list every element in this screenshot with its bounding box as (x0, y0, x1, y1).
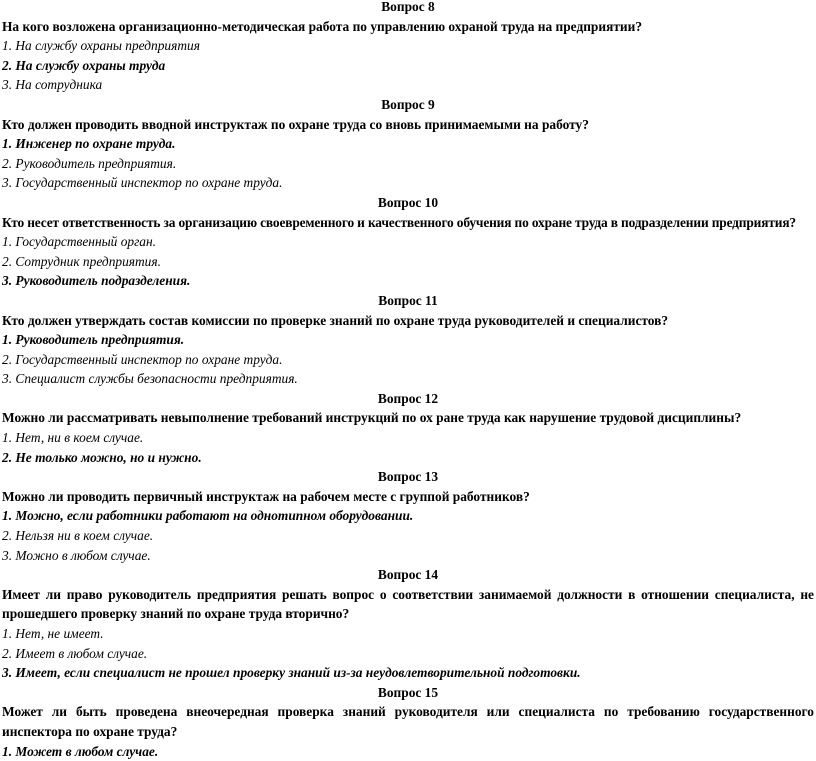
answer-option: 2. Имеет в любом случае. (2, 645, 148, 661)
question-title: Вопрос 14 (377, 567, 439, 583)
question-block (2, 467, 814, 565)
answer-option: 1. Государственный орган. (2, 234, 156, 250)
answer-option-correct: 2. На службу охраны труда (2, 57, 166, 73)
question-title: Вопрос 10 (377, 194, 439, 210)
question-block (2, 389, 814, 467)
answer-option: 2. Руководитель предприятия. (2, 155, 177, 171)
question-title: Вопрос 12 (377, 390, 439, 406)
question-text: Может ли быть проведена внеочередная проверка знаний руководителя или специалиста по требованию государственного инспектора по охране труда? (2, 704, 814, 739)
question-text: На кого возложена организационно-методическая работа по управлению охраной труда на предприятии? (2, 18, 643, 34)
answer-option: 1. На службу охраны предприятия (2, 38, 200, 54)
answer-option: 1. Нет, не имеет. (2, 626, 104, 641)
answer-option-correct: 2. Не только можно, но и нужно. (2, 449, 202, 465)
question-block (2, 95, 814, 193)
question-title: Вопрос 11 (378, 292, 438, 308)
question-text: Можно ли рассматривать невыполнение требований инструкций по ох ране труда как нарушение трудовой дисциплины? (2, 410, 742, 426)
question-title: Вопрос 9 (381, 96, 435, 112)
answer-option: 2. Нельзя ни в коем случае. (2, 528, 154, 544)
question-text: Можно ли проводить первичный инструктаж на рабочем месте с группой работников? (2, 488, 530, 504)
question-block (2, 0, 814, 95)
answer-option: 3. Государственный инспектор по охране труда. (2, 175, 283, 191)
question-text: Кто несет ответственность за организацию своевременного и качественного обучения по охране труда в подразделении предприятия? (2, 214, 796, 230)
question-title: Вопрос 13 (377, 469, 439, 485)
question-block (2, 565, 814, 683)
answer-option: 3. На сотрудника (2, 77, 103, 93)
answer-option-correct: 1. Инженер по охране труда. (2, 136, 176, 152)
answer-option-correct: 1. Можно, если работники работают на однотипном оборудовании. (2, 508, 414, 524)
document-page (2, 0, 814, 761)
question-title: Вопрос 15 (377, 684, 439, 700)
question-block (2, 291, 814, 389)
answer-option-correct: 1. Руководитель предприятия. (2, 332, 185, 348)
answer-option: 1. Нет, ни в коем случае. (2, 430, 144, 446)
question-text: Кто должен утверждать состав комиссии по проверке знаний по охране труда руководителей и специалистов? (2, 312, 669, 328)
answer-option: 2. Государственный инспектор по охране труда. (2, 351, 283, 367)
answer-option: 2. Сотрудник предприятия. (2, 253, 161, 269)
question-text: Имеет ли право руководитель предприятия решать вопрос о соответствии занимаемой должности в отношении специалиста, не прошедшего проверку знаний по охране труда вторично? (2, 586, 814, 622)
question-block (2, 683, 814, 761)
question-text: Кто должен проводить вводной инструктаж по охране труда со вновь принимаемыми на работу? (2, 116, 589, 132)
question-block (2, 193, 814, 291)
answer-option-correct: 3. Имеет, если специалист не прошел проверку знаний из-за неудовлетворительной подготовки. (2, 665, 581, 681)
answer-option-correct: 1. Может в любом случае. (2, 743, 159, 759)
question-title: Вопрос 8 (381, 0, 435, 14)
answer-option: 3. Можно в любом случае. (2, 547, 151, 563)
answer-option: 3. Специалист службы безопасности предприятия. (2, 371, 298, 387)
answer-option-correct: 3. Руководитель подразделения. (2, 273, 191, 289)
